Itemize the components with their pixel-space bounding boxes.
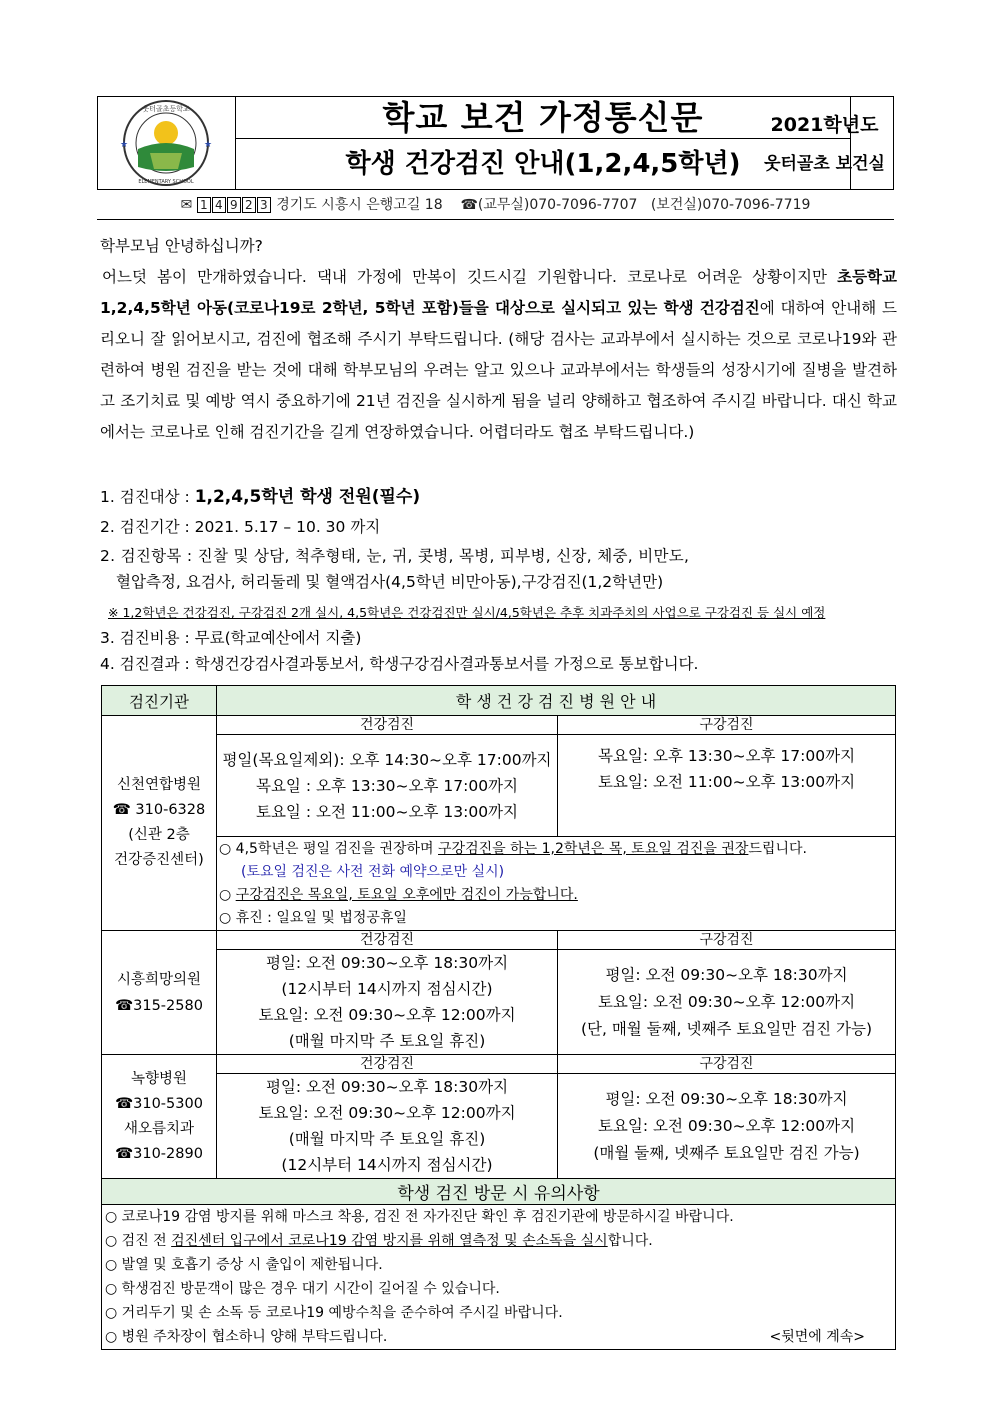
hours-line: 평일: 오전 09:30~오후 18:30까지 (605, 1089, 848, 1108)
intro-text: 어느덧 봄이 만개하였습니다. 댁내 가정에 만복이 깃드시길 기원합니다. 코로나로 어려운 상황이지만 (102, 268, 838, 286)
oral-label: 구강검진 (558, 1055, 896, 1074)
hospital-3-health-hours (217, 1074, 558, 1179)
svg-text:ELEMENTARY SCHOOL: ELEMENTARY SCHOOL (138, 179, 194, 185)
caution-item: ○ 학생검진 방문객이 많은 경우 대기 시간이 길어질 수 있습니다. (105, 1281, 500, 1297)
item-result: 4. 검진결과 : 학생건강검사결과통보서, 학생구강검사결과통보서를 가정으로 통보합니다. (100, 655, 699, 673)
note-underlined: 구강검진을 하는 1,2학년은 목, 토요일 검진을 권장 (438, 840, 749, 857)
caution-title: 학생 검진 방문 시 유의사항 (102, 1179, 896, 1205)
hours-line: 토요일: 오전 09:30~오후 12:00까지 (597, 1116, 856, 1135)
zip-digit: 9 (227, 197, 241, 213)
item-target-value: 1,2,4,5학년 학생 전원(필수) (194, 487, 421, 507)
phone-nurse: (보건실)070-7096-7719 (650, 197, 811, 213)
hours-line: 토요일 : 오전 11:00~오후 13:00까지 (255, 802, 518, 821)
item-contents: 2. 검진항목 : 진찰 및 상담, 척추형태, 눈, 귀, 콧병, 목병, 피부병, 신장, 체중, 비만도, (100, 547, 690, 565)
caution-item: ○ 코로나19 감염 방지를 위해 마스크 착용, 검진 전 자가진단 확인 후 검진기관에 방문하시길 바랍니다. (105, 1209, 734, 1225)
school-year: 2021학년도 (770, 114, 879, 136)
hours-line: (단, 매월 둘째, 넷째주 토요일만 검진 가능) (580, 1019, 873, 1038)
hours-line: 목요일 : 오후 13:30~오후 17:00까지 (255, 776, 518, 795)
item-cost: 3. 검진비용 : 무료(학교예산에서 지출) (100, 629, 362, 647)
hours-line: 평일: 오전 09:30~오후 18:30까지 (605, 965, 848, 984)
oral-label: 구강검진 (558, 716, 896, 735)
zip-digit: 2 (242, 197, 256, 213)
hours-line: 평일: 오전 09:30~오후 18:30까지 (265, 1078, 509, 1096)
svg-text:★: ★ (120, 140, 129, 150)
hospital-phone: ☎ 310-6328 (112, 802, 206, 818)
intro-paragraph (100, 262, 897, 448)
col-header-institution: 검진기관 (102, 686, 217, 716)
hours-line: (매월 둘째, 넷째주 토요일만 검진 가능) (593, 1143, 860, 1162)
page-title: 학교 보건 가정통신문 (236, 97, 850, 139)
hours-line: 목요일: 오후 13:30~오후 17:00까지 (597, 747, 856, 765)
caution-text: ○ 검진 전 (105, 1233, 172, 1249)
hospital-2 (102, 931, 217, 1055)
page-subtitle: 학생 건강검진 안내(1,2,4,5학년) (345, 149, 741, 179)
caution-item (105, 1229, 865, 1253)
hospital-name: 신천연합병원 (116, 777, 202, 793)
caution-item: ○ 병원 주차장이 협소하니 양해 부탁드립니다. (105, 1329, 388, 1345)
note-line (219, 884, 895, 907)
closed-note: ○ 휴진 : 일요일 및 법정공휴일 (219, 909, 407, 926)
school-info-cell (755, 96, 894, 190)
dental-clinic-name: 새오름치과 (123, 1120, 195, 1137)
hours-line: 토요일: 오전 11:00~오후 13:00까지 (597, 773, 856, 791)
hospital-1-notes (217, 837, 896, 931)
col-header-guide: 학 생 건 강 검 진 병 원 안 내 (217, 686, 896, 716)
zip-digit: 3 (257, 197, 271, 213)
hospital-phone: ☎310-5300 (115, 1095, 203, 1112)
zip-digit: 1 (197, 197, 211, 213)
health-label: 건강검진 (217, 1055, 558, 1074)
hospital-3-oral-hours (558, 1074, 896, 1179)
caution-item: ○ 발열 및 호흡기 증상 시 출입이 제한됩니다. (105, 1257, 383, 1273)
grade-note: ※ 1,2학년은 건강검진, 구강검진 2개 실시, 4,5학년은 건강검진만 실시/4,5학년은 추후 치과주치의 사업으로 구강검진 등 실시 예정 (108, 605, 826, 620)
caution-text-end: 합니다. (607, 1233, 653, 1249)
hours-line: 평일: 오전 09:30~오후 18:30까지 (265, 954, 509, 972)
item-target (100, 484, 420, 510)
hospital-3 (102, 1055, 217, 1179)
note-text-end: 드립니다. (748, 840, 807, 857)
hospital-location: (신관 2층 (128, 827, 190, 843)
hours-line: 토요일: 오전 09:30~오후 12:00까지 (597, 992, 856, 1011)
hospital-1 (102, 716, 217, 931)
caution-item-last (105, 1325, 865, 1349)
hours-line: (12시부터 14시까지 점심시간) (281, 980, 493, 998)
hospital-phone: ☎315-2580 (115, 997, 203, 1014)
item-target-label: 1. 검진대상 : (100, 488, 195, 506)
hospital-1-health-hours (217, 735, 558, 837)
note-text: ○ 4,5학년은 평일 검진을 권장하며 (219, 840, 439, 857)
greeting: 학부모님 안녕하십니까? (100, 237, 263, 255)
mail-icon: ✉ (180, 197, 193, 213)
saturday-reservation-note: (토요일 검진은 사전 전화 예약으로만 실시) (241, 863, 505, 880)
hospital-location-2: 건강증진센터) (114, 852, 204, 868)
note-line (219, 838, 895, 861)
health-label: 건강검진 (217, 716, 558, 735)
dental-clinic-phone: ☎310-2890 (115, 1145, 203, 1162)
hospital-table (101, 685, 896, 1350)
caution-item: ○ 거리두기 및 손 소독 등 코로나19 예방수칙을 준수하여 주시길 바랍니다. (105, 1305, 563, 1321)
hospital-2-health-hours (217, 950, 558, 1055)
health-label: 건강검진 (217, 931, 558, 950)
svg-text:★: ★ (204, 140, 213, 150)
hospital-2-oral-hours (558, 950, 896, 1055)
svg-text:웃터골초등학교: 웃터골초등학교 (142, 105, 190, 113)
item-contents-2: 혈압측정, 요검사, 허리둘레 및 혈액검사(4,5학년 비만아동),구강검진(1,2학년만) (116, 573, 664, 591)
hours-line: 평일(목요일제외): 오후 14:30~오후 17:00까지 (222, 750, 552, 769)
caution-underlined: 검진센터 입구에서 코로나19 감염 방지를 위해 열측정 및 손소독을 실시 (171, 1233, 608, 1249)
continued-note: <뒷면에 계속> (769, 1329, 865, 1345)
hours-line: (매월 마지막 주 토요일 휴진) (288, 1032, 486, 1050)
phone-staff: ☎(교무실)070-7096-7707 (460, 197, 638, 213)
oral-label: 구강검진 (558, 931, 896, 950)
caution-list (102, 1205, 896, 1350)
hours-line: 토요일: 오전 09:30~오후 12:00까지 (258, 1006, 516, 1024)
hours-line: 토요일: 오전 09:30~오후 12:00까지 (258, 1104, 516, 1122)
hours-line: (매월 마지막 주 토요일 휴진) (288, 1130, 486, 1148)
intro-text-rest: 에 대하여 안내해 드리오니 잘 읽어보시고, 검진에 협조해 주시기 부탁드립니다. (해당 검사는 교과부에서 실시하는 것으로 코로나19와 관련하여 병원 검진을 받는 것에 대해 학부모님의 우려는 알고 있으나 교과부에서는 학생들의 성장시기에 질병을 발견하고 조기치료 및 예방 역시 중요하기에 21년 검진을 실시하게 됨을 널리 양해하고 협조하여 주시길 바랍니다. 대신 학교에서는 코로나로 인해 검진기간을 길게 연장하였습니다. 어렵더라도 협조 부탁드립니다.) (100, 299, 897, 441)
hospital-name: 시흥희망의원 (116, 971, 202, 988)
address-text: 경기도 시흥시 은행고길 18 (276, 197, 443, 213)
intro-bold-text: 초등학교 1,2,4,5학년 아동(코로나19로 2학년, 5학년 포함)들을 대상으로 실시되고 있는 학생 건강검진 (100, 268, 897, 317)
hospital-name: 녹향병원 (130, 1070, 188, 1087)
office-name: 웃터골초 보건실 (764, 154, 885, 174)
logo-cell (98, 97, 236, 189)
item-period: 2. 검진기간 : 2021. 5.17 – 10. 30 까지 (100, 518, 381, 536)
zip-code (197, 197, 276, 213)
hours-line: (12시부터 14시까지 점심시간) (281, 1156, 493, 1174)
note-underlined: 구강검진은 목요일, 토요일 오후에만 검진이 가능합니다. (235, 886, 578, 903)
school-logo (98, 97, 234, 189)
address-bar (97, 195, 894, 220)
hospital-1-oral-hours (558, 735, 896, 837)
zip-digit: 4 (212, 197, 226, 213)
note-bullet: ○ (219, 886, 236, 903)
